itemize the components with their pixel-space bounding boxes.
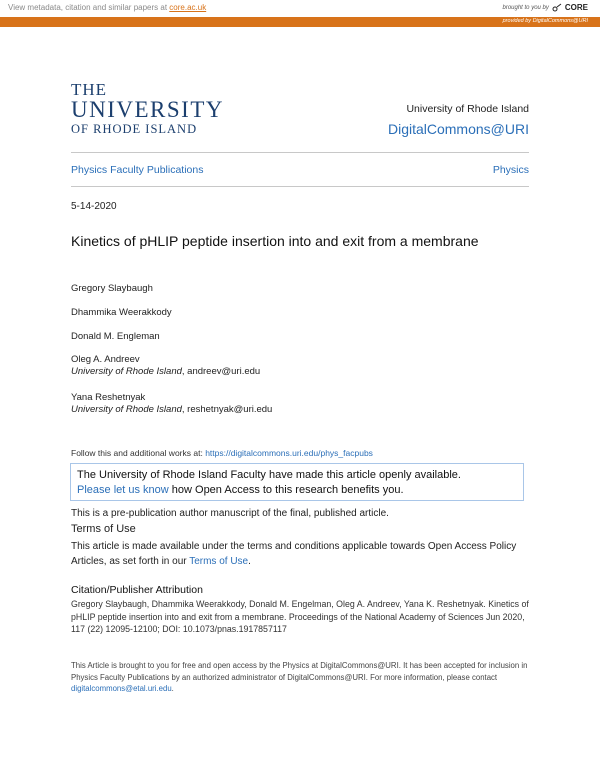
- author-name: Gregory Slaybaugh: [71, 283, 153, 294]
- provided-by-text: provided by DigitalCommons@URI: [502, 18, 588, 24]
- collection-url-link[interactable]: https://digitalcommons.uri.edu/phys_facpubs: [205, 448, 373, 458]
- notice-line: Please let us know how Open Access to this research benefits you.: [77, 484, 404, 496]
- institution-name: University of Rhode Island: [406, 103, 529, 115]
- core-branding: brought to you by CORE: [502, 3, 588, 12]
- department-link[interactable]: Physics: [492, 164, 529, 176]
- article-title: Kinetics of pHLIP peptide insertion into and exit from a membrane: [71, 233, 479, 249]
- author-email: , andreev@uri.edu: [181, 366, 261, 377]
- core-logo-icon: [552, 3, 562, 12]
- core-label: CORE: [564, 3, 588, 12]
- follow-line: Follow this and additional works at: https://digitalcommons.uri.edu/phys_facpubs: [71, 448, 373, 458]
- terms-heading: Terms of Use: [71, 523, 136, 535]
- notice-line: The University of Rhode Island Faculty have made this article openly available.: [77, 469, 461, 481]
- core-top-bar: [0, 0, 600, 18]
- core-link[interactable]: core.ac.uk: [169, 3, 207, 12]
- author-affiliation: University of Rhode Island: [71, 366, 182, 377]
- author-entry: [71, 331, 160, 343]
- metadata-notice: View metadata, citation and similar papers at core.ac.uk: [8, 3, 207, 12]
- terms-body: This article is made available under the terms and conditions applicable towards Open Access Policy Articles, as set forth in our Terms of Use.: [71, 541, 517, 567]
- collection-link[interactable]: Physics Faculty Publications: [71, 164, 204, 176]
- repository-name[interactable]: DigitalCommons@URI: [387, 121, 529, 137]
- publication-date: 5-14-2020: [71, 201, 117, 212]
- feedback-link[interactable]: Please let us know: [77, 484, 169, 496]
- author-name: Donald M. Engleman: [71, 331, 160, 342]
- university-logo: THE UNIVERSITY OF RHODE ISLAND: [71, 80, 224, 136]
- contact-email-link[interactable]: digitalcommons@etal.uri.edu: [71, 684, 172, 693]
- author-email: , reshetnyak@uri.edu: [181, 404, 273, 415]
- author-entry: [71, 354, 260, 378]
- prepub-statement: This is a pre-publication author manuscript of the final, published article.: [71, 508, 389, 519]
- author-name: Oleg A. Andreev: [71, 354, 140, 365]
- terms-of-use-link[interactable]: Terms of Use: [189, 556, 249, 567]
- author-affiliation: University of Rhode Island: [71, 404, 182, 415]
- provided-by-bar: [0, 17, 600, 27]
- citation-text: Gregory Slaybaugh, Dhammika Weerakkody, Donald M. Engelman, Oleg A. Andreev, Yana K. Reshetnyak. Kinetics of pHLIP peptide insertion into and exit from a membrane. Proceedings of the National Academy of Sciences Jun 2020, 117 (22) 12095-12100; DOI: 10.1073/pnas.1917857117: [71, 599, 529, 634]
- author-name: Dhammika Weerakkody: [71, 307, 172, 318]
- divider: [71, 186, 529, 187]
- open-access-notice: [70, 463, 524, 501]
- author-name: Yana Reshetnyak: [71, 392, 146, 403]
- footer-notice: This Article is brought to you for free and open access by the Physics at DigitalCommons@URI. It has been accepted for inclusion in Physics Faculty Publications by an authorized administrator of DigitalCommons@URI. For more information, please contact digitalcommons@etal.uri.edu.: [71, 661, 528, 693]
- author-entry: [71, 392, 272, 416]
- author-entry: [71, 307, 172, 319]
- citation-heading: Citation/Publisher Attribution: [71, 584, 203, 596]
- author-entry: [71, 283, 153, 295]
- divider: [71, 152, 529, 153]
